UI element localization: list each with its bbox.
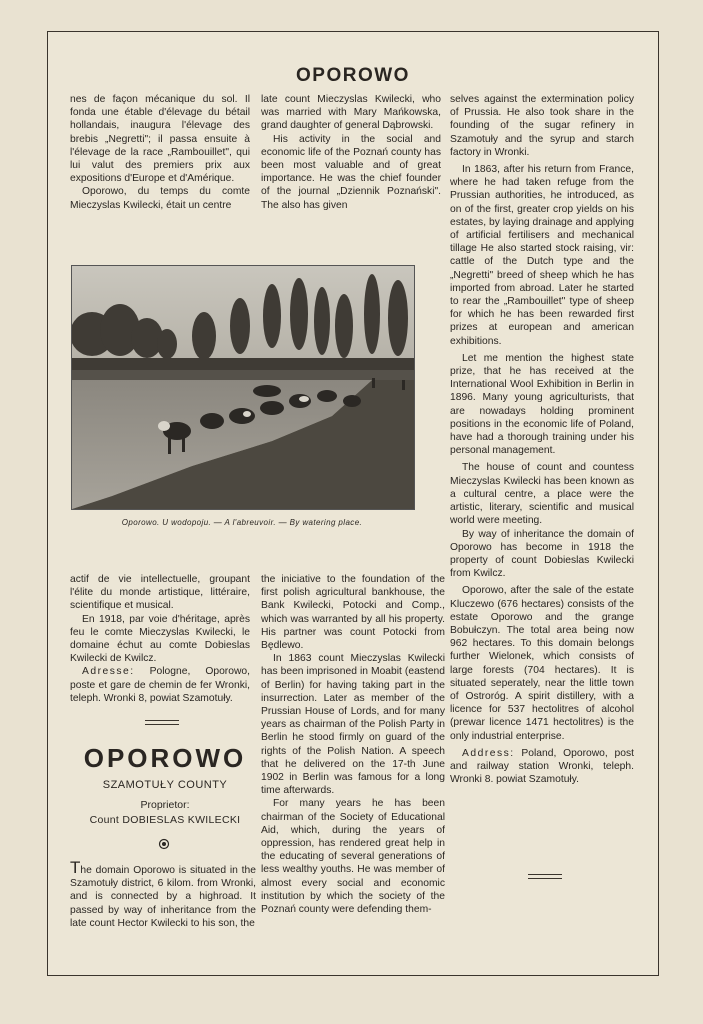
page-title: OPOROWO xyxy=(296,65,410,86)
paragraph: By way of inheritance the domain of Oporowo has become in 1918 the property of count Dobieslas Kwilecki from Kwilcz. xyxy=(450,528,634,580)
paragraph: In 1863 count Mieczyslas Kwilecki has been imprisoned in Moabit (eastend of Berlin) for having taking part in the insurrection. Later as member of the Prussian House of Lords, and for many years as chairman of the Polish Party in Berlin he stood firmly on guard of the rights of the Polish Nation. A speech that he delivered on the 17-th June 1902 in Berlin was famous for a long time afterwards. xyxy=(261,653,445,797)
address-paragraph xyxy=(70,665,250,705)
paragraph: Oporowo, du temps du comte Mieczyslas Kwilecki, était un centre xyxy=(70,186,250,211)
paragraph: In 1863, after his return from France, where he had taken refuge from the Prussian authorities, he introduced, as on of the first, greater crop yields on his estates, by laying drainage and applying of artificial fertilisers and mechanical tillage He also started stock raising, vir: cattle of the Dutch type and the „Negretti" breed of sheep which he has imported from abroad. Later he started to rear the „Rambouillet" type of sheep for which he has been rewarded first prizes at european and american exhibitions. xyxy=(450,164,634,347)
intro-paragraph-block xyxy=(70,858,256,930)
county-subheading: SZAMOTUŁY COUNTY xyxy=(102,779,228,791)
column-3-english xyxy=(450,93,634,786)
paragraph: En 1918, par voie d'héritage, après feu le comte Mieczyslas Kwilecki, le domaine échut au comte Dobieslas Kwilecki de Kwilcz. xyxy=(70,613,250,665)
paragraph: For many years he has been chairman of the Society of Educational Aid, which, during the years of oppression, has rendered great help in the educating of several generations of less wealthy youths. He was member of almost every social and economic institution by which the society of the Poznań county were defending them- xyxy=(261,798,445,916)
photo-caption: Oporowo. U wodopoju. — A l'abreuvoir. — By watering place. xyxy=(121,518,363,527)
photo-cattle-watering-place xyxy=(71,265,415,510)
proprietor-name: Count DOBIESLAS KWILECKI xyxy=(89,814,241,826)
paragraph: nes de façon mécanique du sol. Il fonda une étable d'élevage du bétail hollandais, inaugura l'élevage des brebis „Negretti"; il passa ensuite à l'élevage de la race „Rambouillet", qui lui valut des premiers prix aux expositions d'Europe et d'Amérique. xyxy=(70,94,250,185)
paragraph: the iniciative to the foundation of the first polish agricultural bankhouse, the Bank Kwilecki, Potocki and Comp., which was warranted by all his property. His partner was count Potocki from Będlewo. xyxy=(261,574,445,652)
paragraph: actif de vie intellectuelle, groupant l'élite du monde artistique, littéraire, scientifique et musical. xyxy=(70,574,250,612)
address-text: Pologne, Oporowo, poste et gare de chemin de fer Wronki, teleph. Wronki 8, powiat Szamotuły. xyxy=(70,666,250,704)
column-2-top-english xyxy=(261,93,441,212)
address-label: Adresse: xyxy=(82,666,135,678)
address-label: Address: xyxy=(462,747,515,759)
divider-rule xyxy=(528,874,562,879)
address-text: Poland, Oporowo, post and railway station Wronki, teleph. Wronki 8. powiat Szamotuły. xyxy=(450,747,634,786)
section-heading: OPOROWO xyxy=(83,743,247,773)
divider-rule xyxy=(145,720,179,725)
page-frame xyxy=(47,31,659,976)
paragraph: late count Mieczyslas Kwilecki, who was married with Mary Mańkowska, grand daughter of general Dąbrowski. xyxy=(261,94,441,132)
paragraph: Oporowo, after the sale of the estate Kluczewo (676 hectares) consists of the estate Oporowo and the grange Bobułczyn. The total area being now 962 hectares. To this domain belongs further Wielonek, which consists of large forests (704 hectares). It is situated seperately, near the little town of Ostroróg. A spirit distillery, with a licence for 537 hectolitres of alcohol (prewar licence 1471 hectolitres) is the only industrial enterprise. xyxy=(450,585,634,742)
proprietor-label: Proprietor: xyxy=(140,799,190,811)
paragraph: Let me mention the highest state prize, that he has received at the International Wool Exhibition in Berlin in 1896. Many young agriculturists, that are nowadays holding prominent positions in the economic life of Poland, have had a thorough training under his personal management. xyxy=(450,352,634,457)
address-paragraph xyxy=(450,747,634,787)
intro-text: he domain Oporowo is situated in the Szamotuły district, 6 kilom. from Wronki, and is connected by a highroad. It passed by way of inheritance from the late count Hector Kwilecki to his son, the xyxy=(70,865,256,929)
ornament-icon xyxy=(158,838,170,850)
column-1-top-french xyxy=(70,93,250,212)
drop-cap: T xyxy=(70,858,81,877)
paragraph: The house of count and countess Mieczyslas Kwilecki has been known as a cultural centre, a place were the artistic, literary, scientific and musical world were meeting. xyxy=(450,462,634,527)
column-2-bottom-english xyxy=(261,573,445,916)
intro-paragraph xyxy=(70,858,256,930)
paragraph: selves against the extermination policy of Prussia. He also took share in the founding of the sugar refinery in Szamotuły and the syrup and starch factory in Wronki. xyxy=(450,94,634,158)
paragraph: His activity in the social and economic life of the Poznań county has been most valuable and of great importance. He was the chief founder of the journal „Dziennik Poznański". The also has given xyxy=(261,133,441,211)
column-1-bottom-french xyxy=(70,573,250,705)
